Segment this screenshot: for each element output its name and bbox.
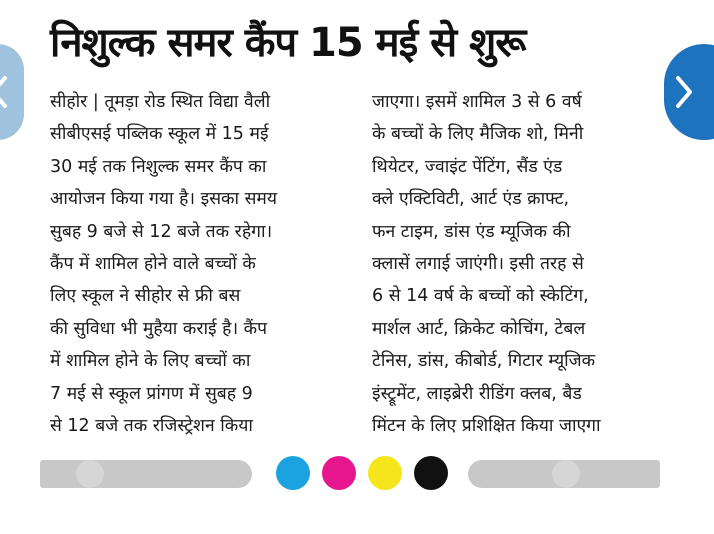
article-line: सीबीएसई पब्लिक स्कूल में 15 मई <box>50 124 269 145</box>
article-line: की सुविधा भी मुहैया कराई है। कैंप <box>50 318 268 339</box>
article-line: 6 से 14 वर्ष के बच्चों को स्केटिंग, <box>372 286 589 307</box>
article-line: इंस्ट्रूमेंट, लाइब्रेरी रीडिंग क्लब, बैड <box>372 383 582 404</box>
article-line: आयोजन किया गया है। इसका समय <box>50 189 278 210</box>
article-line: क्लासें लगाई जाएंगी। इसी तरह से <box>372 254 584 275</box>
article-line: क्ले एक्टिविटी, आर्ट एंड क्राफ्ट, <box>372 189 570 210</box>
article-line: से 12 बजे तक रजिस्ट्रेशन किया <box>50 416 253 437</box>
article-line: मार्शल आर्ट, क्रिकेट कोचिंग, टेबल <box>372 318 586 339</box>
headline: निशुल्क समर कैंप 15 मई से शुरू <box>50 20 526 66</box>
registration-bar-right <box>468 460 660 488</box>
next-page-button[interactable] <box>664 44 714 140</box>
article-line: थियेटर, ज्वाइंट पेंटिंग, सैंड एंड <box>372 156 563 177</box>
article-column-right <box>372 86 660 438</box>
article-line: में शामिल होने के लिए बच्चों का <box>50 351 251 372</box>
article-line: मिंटन के लिए प्रशिक्षित किया जाएगा <box>372 416 601 437</box>
article-line: 7 मई से स्कूल प्रांगण में सुबह 9 <box>50 383 253 404</box>
article-line: जाएगा। इसमें शामिल 3 से 6 वर्ष <box>372 92 582 112</box>
registration-knob <box>76 460 104 488</box>
registration-strip <box>40 456 660 492</box>
registration-dot-cyan <box>276 456 310 490</box>
article-line: सुबह 9 बजे से 12 बजे तक रहेगा। <box>50 221 273 242</box>
chevron-right-icon <box>674 74 696 110</box>
article-column-left <box>50 86 350 438</box>
article-line: लिए स्कूल ने सीहोर से फ्री बस <box>50 286 241 307</box>
article-line: के बच्चों के लिए मैजिक शो, मिनी <box>372 124 584 145</box>
registration-dot-black <box>414 456 448 490</box>
article-line: टेनिस, डांस, कीबोर्ड, गिटार म्यूजिक <box>372 351 596 372</box>
article-line: फन टाइम, डांस एंड म्यूजिक की <box>372 221 571 242</box>
article-line: कैंप में शामिल होने वाले बच्चों के <box>50 254 256 275</box>
registration-bar-left <box>40 460 252 488</box>
registration-dot-magenta <box>322 456 356 490</box>
registration-knob <box>552 460 580 488</box>
chevron-left-icon <box>0 74 9 110</box>
article-line: 30 मई तक निशुल्क समर कैंप का <box>50 156 267 177</box>
article-line: सीहोर | तूमड़ा रोड स्थित विद्या वैली <box>50 92 271 112</box>
article-body <box>50 86 660 438</box>
prev-page-button[interactable] <box>0 44 24 140</box>
registration-dot-yellow <box>368 456 402 490</box>
